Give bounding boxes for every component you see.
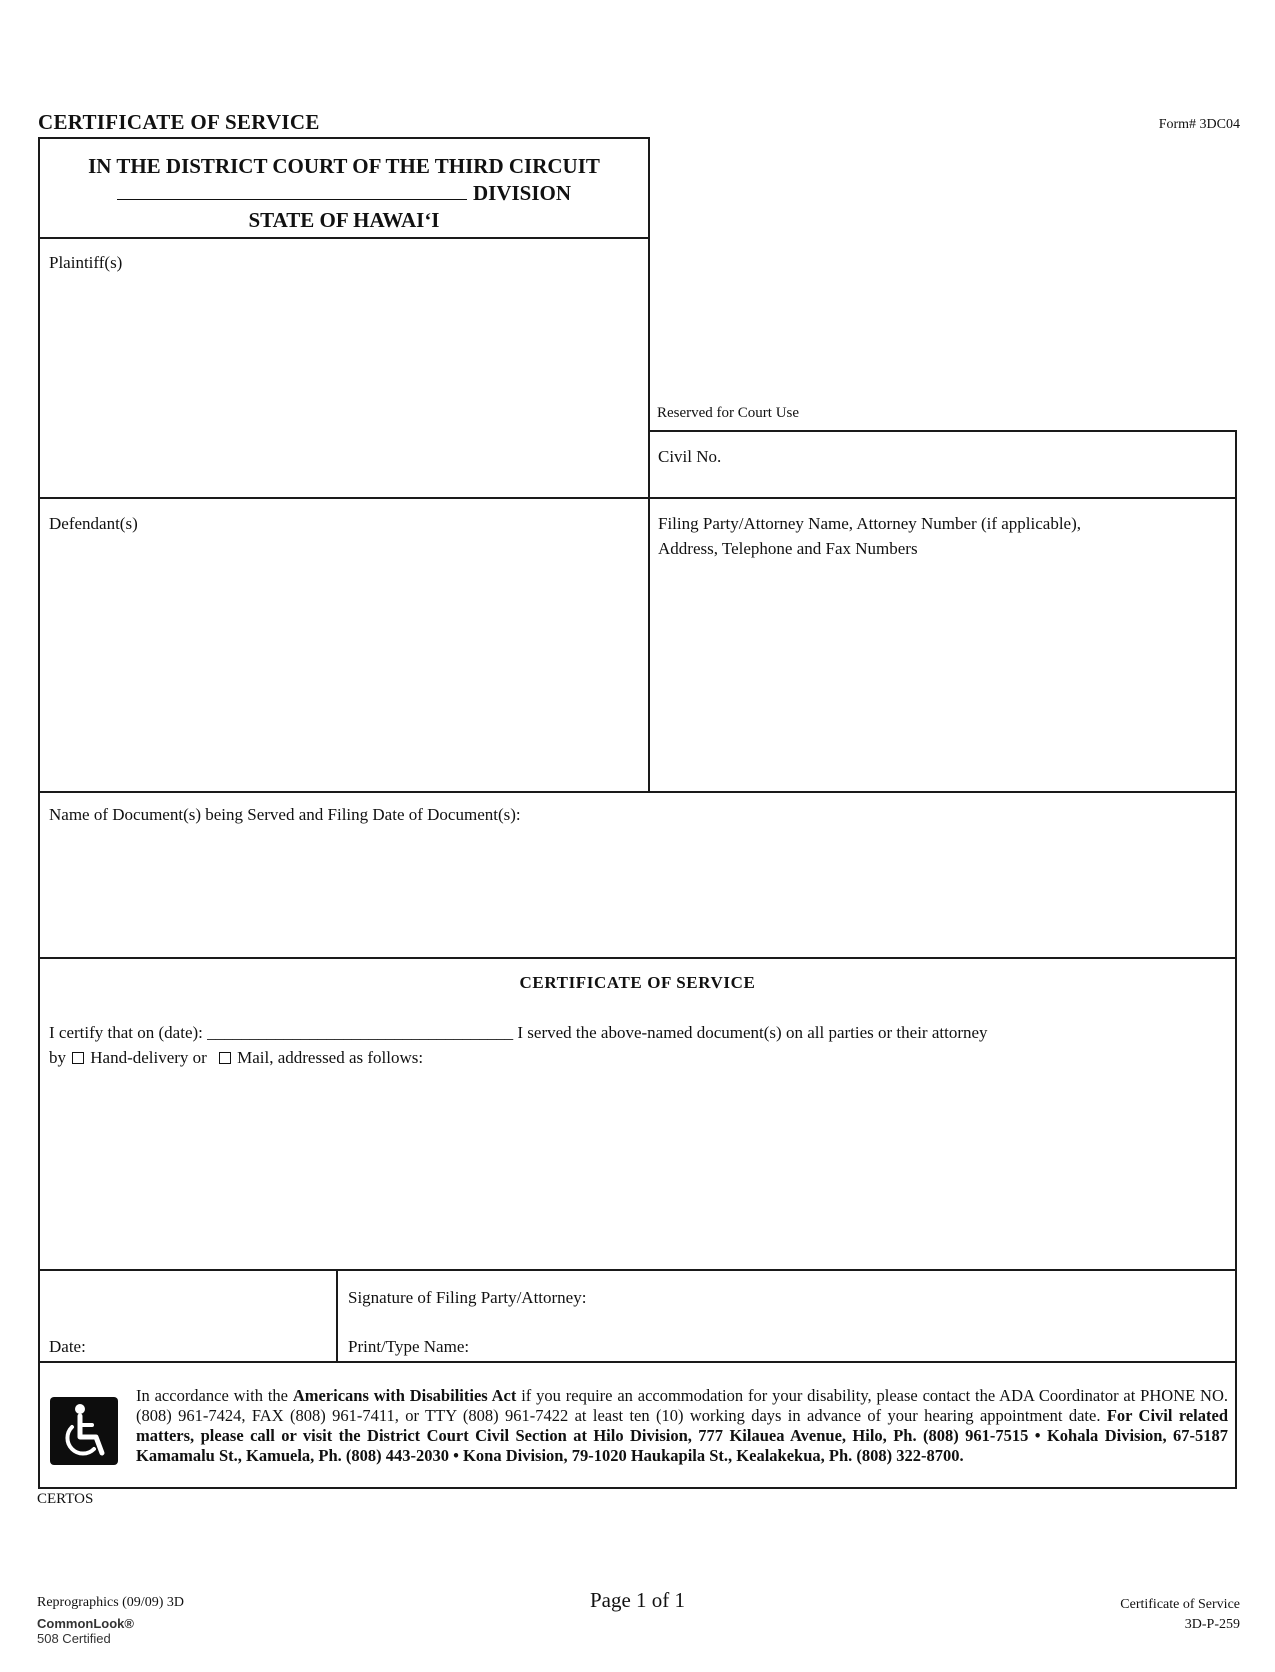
court-line-1: IN THE DISTRICT COURT OF THE THIRD CIRCUIT <box>88 154 600 178</box>
date-label: Date: <box>49 1337 86 1356</box>
form-title: CERTIFICATE OF SERVICE <box>38 110 320 134</box>
delivery-line <box>49 1048 423 1068</box>
ada-civil-contacts: For Civil related matters, please call or visit the District Court Civil Section at Hilo Division, 777 Kilauea Avenue, Hilo, Ph. (808) 961-7515 • Kohala Division, 67-5187 Kamamalu St., Kamuela, Ph. (808) 443-2030 • Kona Division, 79-1020 Haukapila St., Kealakekua, Ph. (808) 322-8700. <box>136 1406 1228 1465</box>
ada-text-2: if you require an accommodation for your disability, please contact the ADA Coordinator at PHONE NO. (808) 961-7424, FAX (808) 961-7411, or TTY (808) 961-7422 at least ten (10) working days in advance of your hearing appointment date. <box>136 1386 1228 1425</box>
form-number: Form# 3DC04 <box>1158 117 1240 132</box>
ada-notice <box>136 1386 1228 1466</box>
by-label: by <box>49 1048 66 1067</box>
filing-party-field[interactable] <box>652 565 1234 790</box>
parties-divider <box>38 497 650 499</box>
ada-act-name: Americans with Disabilities Act <box>292 1386 517 1405</box>
division-blank[interactable] <box>117 181 467 200</box>
certify-line <box>49 1023 988 1043</box>
signature-top-line <box>38 1269 1237 1271</box>
signature-label: Signature of Filing Party/Attorney: <box>348 1288 587 1307</box>
addresses-field[interactable] <box>40 1072 1233 1267</box>
hand-delivery-label: Hand-delivery or <box>90 1048 207 1067</box>
page-number: Page 1 of 1 <box>589 1588 686 1612</box>
division-label: DIVISION <box>472 181 572 205</box>
reserved-label: Reserved for Court Use <box>657 405 800 421</box>
civil-no-label: Civil No. <box>658 447 722 466</box>
plaintiffs-label: Plaintiff(s) <box>49 253 123 272</box>
document-name-field[interactable] <box>40 830 1233 955</box>
doc-title: Certificate of Service <box>1120 1597 1240 1612</box>
ada-text-1: In accordance with the <box>136 1386 293 1405</box>
certify-date-field[interactable]: ____________________________________ <box>207 1023 514 1042</box>
filing-party-label-1: Filing Party/Attorney Name, Attorney Number (if applicable), <box>658 514 1082 533</box>
certificate-heading: CERTIFICATE OF SERVICE <box>519 973 756 992</box>
defendants-label: Defendant(s) <box>49 514 138 533</box>
civil-no-field[interactable] <box>740 444 1230 474</box>
certified-label: 508 Certified <box>37 1631 111 1646</box>
certify-prefix: I certify that on (date): <box>49 1023 203 1042</box>
filing-party-label-2: Address, Telephone and Fax Numbers <box>658 539 918 558</box>
defendants-field[interactable] <box>40 530 646 790</box>
signature-bottom-line <box>38 1361 1237 1363</box>
court-division-line <box>40 180 648 207</box>
plaintiffs-field[interactable] <box>40 270 646 495</box>
signature-field[interactable] <box>640 1275 1230 1313</box>
hand-delivery-checkbox[interactable] <box>72 1052 84 1064</box>
print-name-field[interactable] <box>500 1322 1230 1358</box>
date-field[interactable] <box>100 1275 330 1355</box>
signature-divider <box>336 1269 338 1363</box>
court-heading-box <box>38 137 650 239</box>
mail-checkbox[interactable] <box>219 1052 231 1064</box>
print-name-label: Print/Type Name: <box>348 1337 470 1356</box>
commonlook-logo: CommonLook® <box>37 1616 134 1631</box>
document-name-label: Name of Document(s) being Served and Filing Date of Document(s): <box>49 805 521 824</box>
mail-label: Mail, addressed as follows: <box>237 1048 424 1067</box>
footer-right <box>1120 1595 1240 1635</box>
case-info-divider <box>648 497 1237 499</box>
wheelchair-icon <box>50 1397 118 1465</box>
doc-code: 3D-P-259 <box>1184 1617 1240 1632</box>
certify-suffix: I served the above-named document(s) on all parties or their attorney <box>517 1023 988 1042</box>
reprographics-label: Reprographics (09/09) 3D <box>37 1595 184 1610</box>
document-divider <box>38 957 1237 959</box>
form-code: CERTOS <box>37 1491 94 1507</box>
court-state-line: STATE OF HAWAIʻI <box>248 208 440 232</box>
